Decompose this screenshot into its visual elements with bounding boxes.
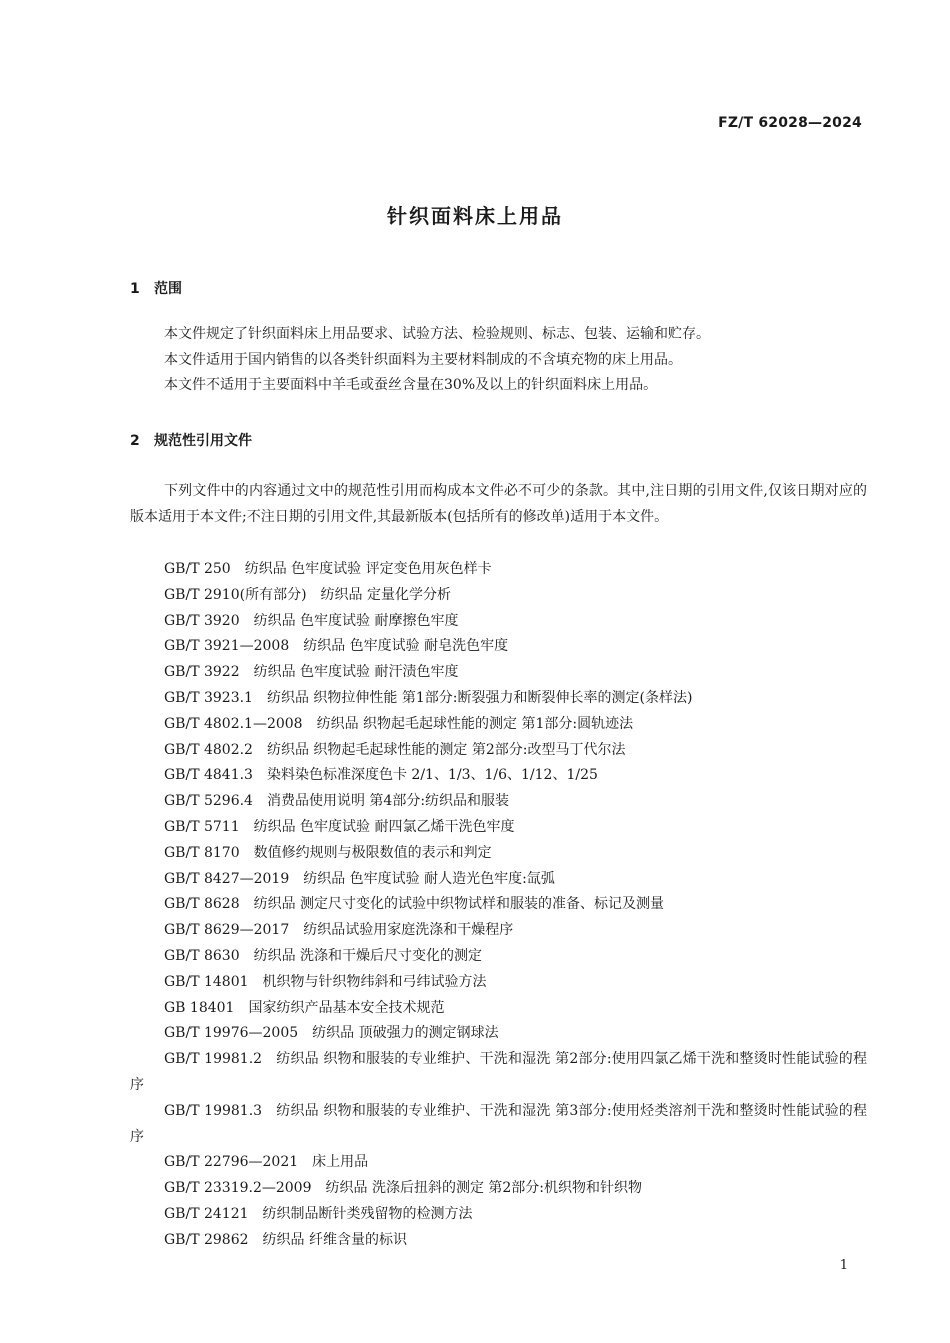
- reference-item: [130, 867, 867, 893]
- reference-item: [130, 918, 867, 944]
- section-2-number: 2: [130, 433, 140, 449]
- reference-code: GB/T 19981.2: [164, 1051, 263, 1068]
- page-number: 1: [839, 1258, 848, 1273]
- reference-code: GB/T 3920: [164, 612, 240, 629]
- reference-title: 纺织品 织物和服装的专业维护、干洗和湿洗 第3部分:使用烃类溶剂干洗和整烫时性能试验的程序: [130, 1102, 867, 1145]
- reference-item: [130, 583, 867, 609]
- reference-code: GB/T 8427—2019: [164, 870, 290, 887]
- reference-code: GB/T 8628: [164, 896, 240, 913]
- section-1-number: 1: [130, 281, 140, 297]
- reference-code: GB/T 14801: [164, 973, 249, 990]
- reference-title: 国家纺织产品基本安全技术规范: [248, 999, 445, 1016]
- paragraph: 下列文件中的内容通过文中的规范性引用而构成本文件必不可少的条款。其中,注日期的引用文件,仅该日期对应的版本适用于本文件;不注日期的引用文件,其最新版本(包括所有的修改单)适用于本文件。: [130, 483, 867, 525]
- reference-item: [130, 557, 867, 583]
- reference-code: GB/T 23319.2—2009: [164, 1180, 312, 1197]
- reference-code: GB/T 29862: [164, 1231, 249, 1248]
- reference-code: GB/T 19981.3: [164, 1102, 263, 1119]
- reference-item: [130, 1228, 867, 1254]
- reference-code: GB/T 4802.1—2008: [164, 715, 303, 732]
- reference-title: 机织物与针织物纬斜和弓纬试验方法: [262, 973, 487, 990]
- reference-code: GB/T 2910(所有部分): [164, 586, 307, 603]
- document-title: 针织面料床上用品: [387, 204, 563, 228]
- reference-item: [130, 712, 867, 738]
- reference-title: 染料染色标准深度色卡 2/1、1/3、1/6、1/12、1/25: [266, 767, 598, 784]
- section-1-body: [130, 322, 867, 399]
- reference-title: 纺织品 织物起毛起球性能的测定 第1部分:圆轨迹法: [316, 715, 634, 732]
- reference-title: 纺织品 顶破强力的测定钢球法: [312, 1025, 499, 1042]
- reference-title: 纺织制品断针类残留物的检测方法: [262, 1205, 473, 1222]
- reference-item: [130, 996, 867, 1022]
- reference-code: GB/T 3921—2008: [164, 638, 290, 655]
- reference-title: 纺织品 洗涤后扭斜的测定 第2部分:机织物和针织物: [325, 1180, 643, 1197]
- reference-code: GB/T 3923.1: [164, 689, 253, 706]
- reference-item: [130, 1202, 867, 1228]
- reference-item: [130, 789, 867, 815]
- reference-code: GB/T 22796—2021: [164, 1154, 299, 1171]
- reference-item: [130, 944, 867, 970]
- reference-code: GB/T 250: [164, 561, 231, 577]
- paragraph: 本文件不适用于主要面料中羊毛或蚕丝含量在30%及以上的针织面料床上用品。: [164, 377, 658, 394]
- reference-title: 纺织品 洗涤和干燥后尺寸变化的测定: [253, 947, 483, 964]
- reference-title: 纺织品 色牢度试验 评定变色用灰色样卡: [244, 561, 492, 577]
- reference-item: [130, 1047, 867, 1099]
- reference-code: GB/T 5711: [164, 818, 240, 835]
- section-2-heading: [130, 430, 252, 450]
- reference-item: [130, 1021, 867, 1047]
- reference-code: GB/T 3922: [164, 664, 240, 681]
- reference-title: 纺织品 色牢度试验 耐汗渍色牢度: [253, 664, 459, 681]
- reference-code: GB/T 4841.3: [164, 767, 253, 784]
- reference-item: [130, 970, 867, 996]
- reference-title: 纺织品 纤维含量的标识: [262, 1231, 407, 1248]
- section-1-heading: [130, 278, 182, 298]
- reference-code: GB/T 24121: [164, 1205, 249, 1222]
- reference-list: [130, 557, 867, 1254]
- reference-title: 纺织品 色牢度试验 耐四氯乙烯干洗色牢度: [253, 818, 515, 835]
- standard-code: FZ/T 62028—2024: [718, 115, 862, 131]
- reference-item: [130, 763, 867, 789]
- reference-item: [130, 634, 867, 660]
- reference-item: [130, 1099, 867, 1151]
- reference-item: [130, 841, 867, 867]
- reference-title: 纺织品 色牢度试验 耐皂洗色牢度: [303, 638, 509, 655]
- reference-title: 纺织品 织物和服装的专业维护、干洗和湿洗 第2部分:使用四氯乙烯干洗和整烫时性能试验的程序: [130, 1051, 867, 1093]
- reference-title: 数值修约规则与极限数值的表示和判定: [253, 844, 492, 861]
- reference-title: 消费品使用说明 第4部分:纺织品和服装: [266, 793, 510, 810]
- paragraph: 本文件适用于国内销售的以各类针织面料为主要材料制成的不含填充物的床上用品。: [164, 351, 682, 368]
- reference-code: GB/T 8630: [164, 947, 240, 964]
- reference-code: GB/T 19976—2005: [164, 1025, 299, 1042]
- reference-item: [130, 738, 867, 764]
- reference-item: [130, 609, 867, 635]
- reference-title: 床上用品: [312, 1154, 369, 1171]
- reference-item: [130, 660, 867, 686]
- reference-title: 纺织品 测定尺寸变化的试验中织物试样和服装的准备、标记及测量: [253, 896, 665, 913]
- reference-item: [130, 1176, 867, 1202]
- section-1-title: 范围: [154, 281, 182, 297]
- section-2-intro: [130, 479, 867, 530]
- reference-code: GB/T 8629—2017: [164, 922, 290, 939]
- reference-title: 纺织品 色牢度试验 耐人造光色牢度:氙弧: [303, 870, 555, 887]
- reference-code: GB/T 8170: [164, 844, 240, 861]
- reference-code: GB/T 5296.4: [164, 793, 253, 810]
- reference-title: 纺织品 定量化学分析: [320, 586, 451, 603]
- reference-code: GB 18401: [164, 999, 235, 1016]
- paragraph: 本文件规定了针织面料床上用品要求、试验方法、检验规则、标志、包装、运输和贮存。: [164, 326, 710, 342]
- reference-title: 纺织品试验用家庭洗涤和干燥程序: [303, 922, 514, 939]
- section-2-title: 规范性引用文件: [154, 433, 252, 449]
- reference-item: [130, 892, 867, 918]
- reference-title: 纺织品 织物拉伸性能 第1部分:断裂强力和断裂伸长率的测定(条样法): [266, 689, 693, 706]
- reference-item: [130, 815, 867, 841]
- reference-title: 纺织品 色牢度试验 耐摩擦色牢度: [253, 612, 459, 629]
- reference-item: [130, 1150, 867, 1176]
- reference-item: [130, 686, 867, 712]
- reference-title: 纺织品 织物起毛起球性能的测定 第2部分:改型马丁代尔法: [266, 741, 626, 758]
- reference-code: GB/T 4802.2: [164, 741, 253, 758]
